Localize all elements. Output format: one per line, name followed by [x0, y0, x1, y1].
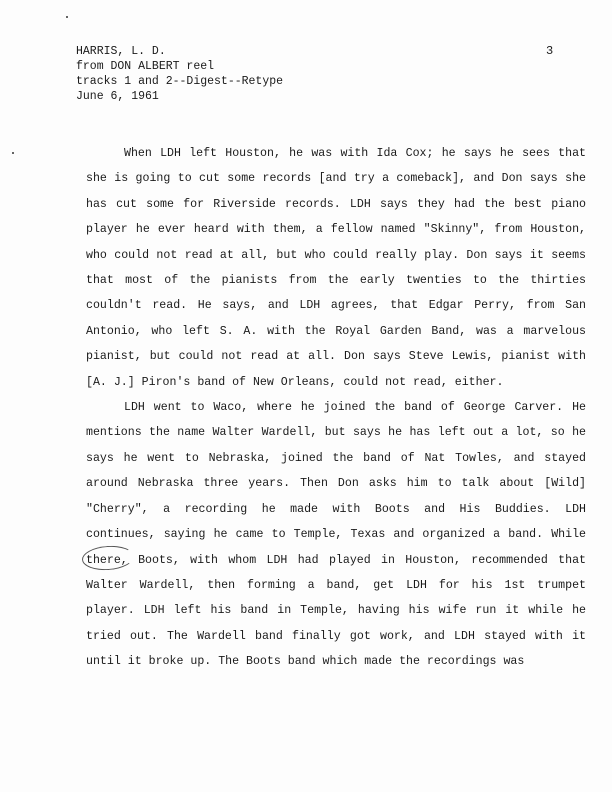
- document-date: June 6, 1961: [76, 90, 159, 103]
- page-number: 3: [546, 44, 554, 58]
- interviewee-name: HARRIS, L. D.: [76, 45, 166, 58]
- scan-speck: [66, 16, 68, 18]
- scan-speck: [12, 152, 14, 154]
- source-reel: from DON ALBERT reel: [76, 60, 215, 73]
- transcript-body: [86, 141, 586, 675]
- tracks-description: tracks 1 and 2--Digest--Retype: [76, 75, 284, 88]
- document-header: [76, 44, 283, 104]
- paragraph-2: LDH went to Waco, where he joined the band of George Carver. He mentions the name Walter Wardell, but says he has left out a lot, so he says he went to Nebraska, joined the band of Nat Towles, and stayed around Nebraska three years. Then Don asks him to talk about [Wild] "Cherry", a recording he made with Boots and His Buddies. LDH continues, saying he came to Temple, Texas and organized a band. While there, Boots, with whom LDH had played in Houston, recommended that Walter Wardell, then forming a band, get LDH for his 1st trumpet player. LDH left his band in Temple, having his wife run it while he tried out. The Wardell band finally got work, and LDH stayed with it until it broke up. The Boots band which made the recordings was: [86, 401, 586, 669]
- paragraph-1: When LDH left Houston, he was with Ida Cox; he says he sees that she is going to cut some records [and try a comeback], and Don says she has cut some for Riverside records. LDH says they had the best piano player he ever heard with them, a fellow named "Skinny", from Houston, who could not read at all, but who could really play. Don says it seems that most of the pianists from the early twenties to the thirties couldn't read. He says, and LDH agrees, that Edgar Perry, from San Antonio, who left S. A. with the Royal Garden Band, was a marvelous pianist, but could not read at all. Don says Steve Lewis, pianist with [A. J.] Piron's band of New Orleans, could not read, either.: [86, 147, 586, 389]
